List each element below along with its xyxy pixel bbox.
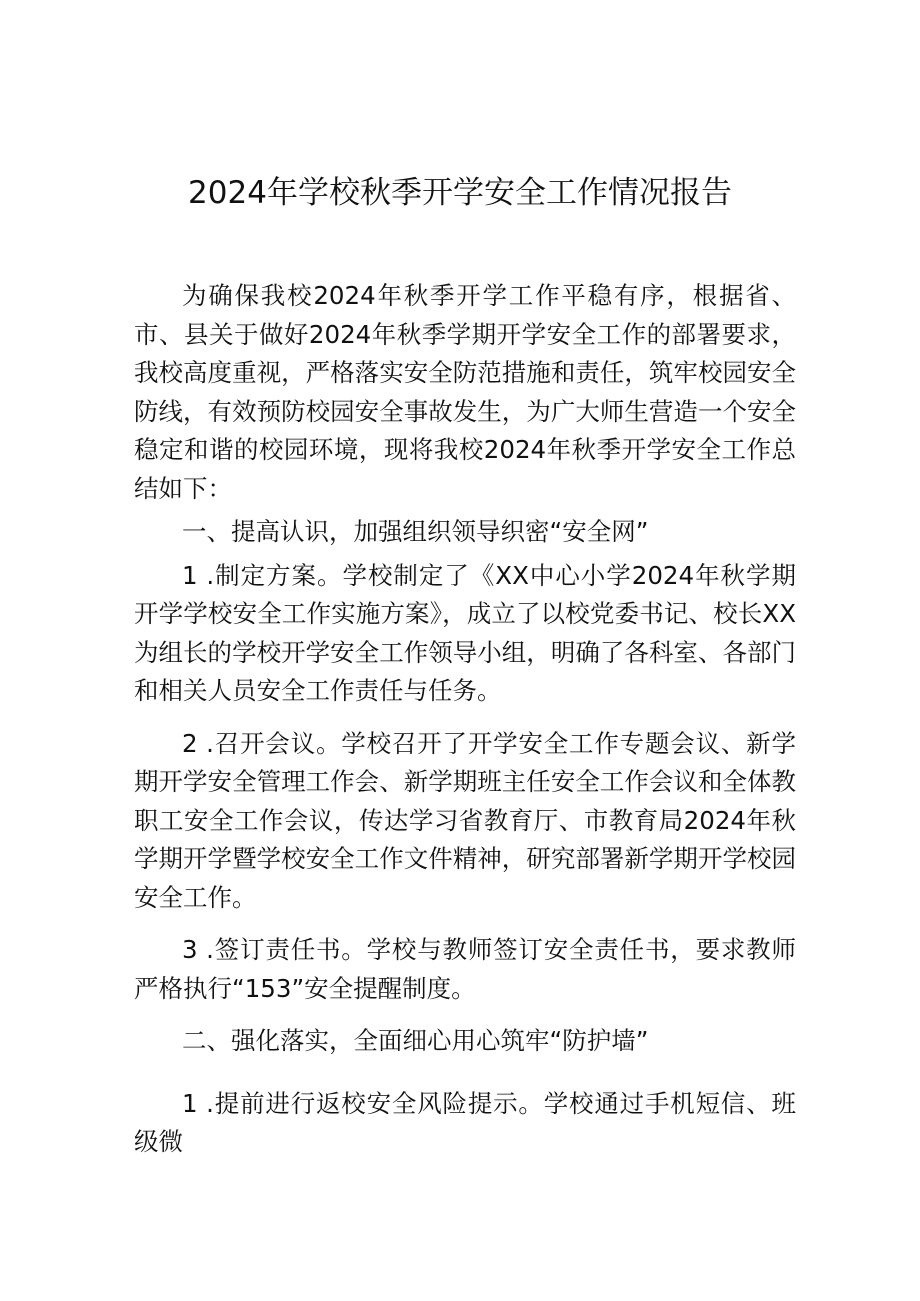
intro-paragraph: 为确保我校2024年秋季开学工作平稳有序，根据省、市、县关于做好2024年秋季学期开学安全工作的部署要求，我校高度重视，严格落实安全防范措施和责任，筑牢校园安全防线，有效预防校园安全事故发生，为广大师生营造一个安全稳定和谐的校园环境，现将我校2024年秋季开学安全工作总结如下： xyxy=(134,281,796,503)
item-paragraph-3: 3 .签订责任书。学校与教师签订安全责任书，要求教师严格执行“153”安全提醒制度。 xyxy=(134,935,796,1003)
item-paragraph-4: 1 .提前进行返校安全风险提示。学校通过手机短信、班级微 xyxy=(134,1088,796,1156)
document-body xyxy=(134,277,796,1162)
document-title: 2024年学校秋季开学安全工作情况报告 xyxy=(188,175,732,211)
item-paragraph-2: 2 .召开会议。学校召开了开学安全工作专题会议、新学期开学安全管理工作会、新学期班主任安全工作会议和全体教职工安全工作会议，传达学习省教育厅、市教育局2024年秋学期开学暨学校安全工作文件精神，研究部署新学期开学校园安全工作。 xyxy=(134,728,796,912)
item-paragraph-1: 1 .制定方案。学校制定了《XX中心小学2024年秋学期开学学校安全工作实施方案》，成立了以校党委书记、校长XX为组长的学校开学安全工作领导小组，明确了各科室、各部门和相关人员安全工作责任与任务。 xyxy=(134,560,796,705)
section-heading-2: 二、强化落实，全面细心用心筑牢“防护墙” xyxy=(182,1026,649,1055)
section-heading-1: 一、提高认识，加强组织领导织密“安全网” xyxy=(182,517,649,546)
